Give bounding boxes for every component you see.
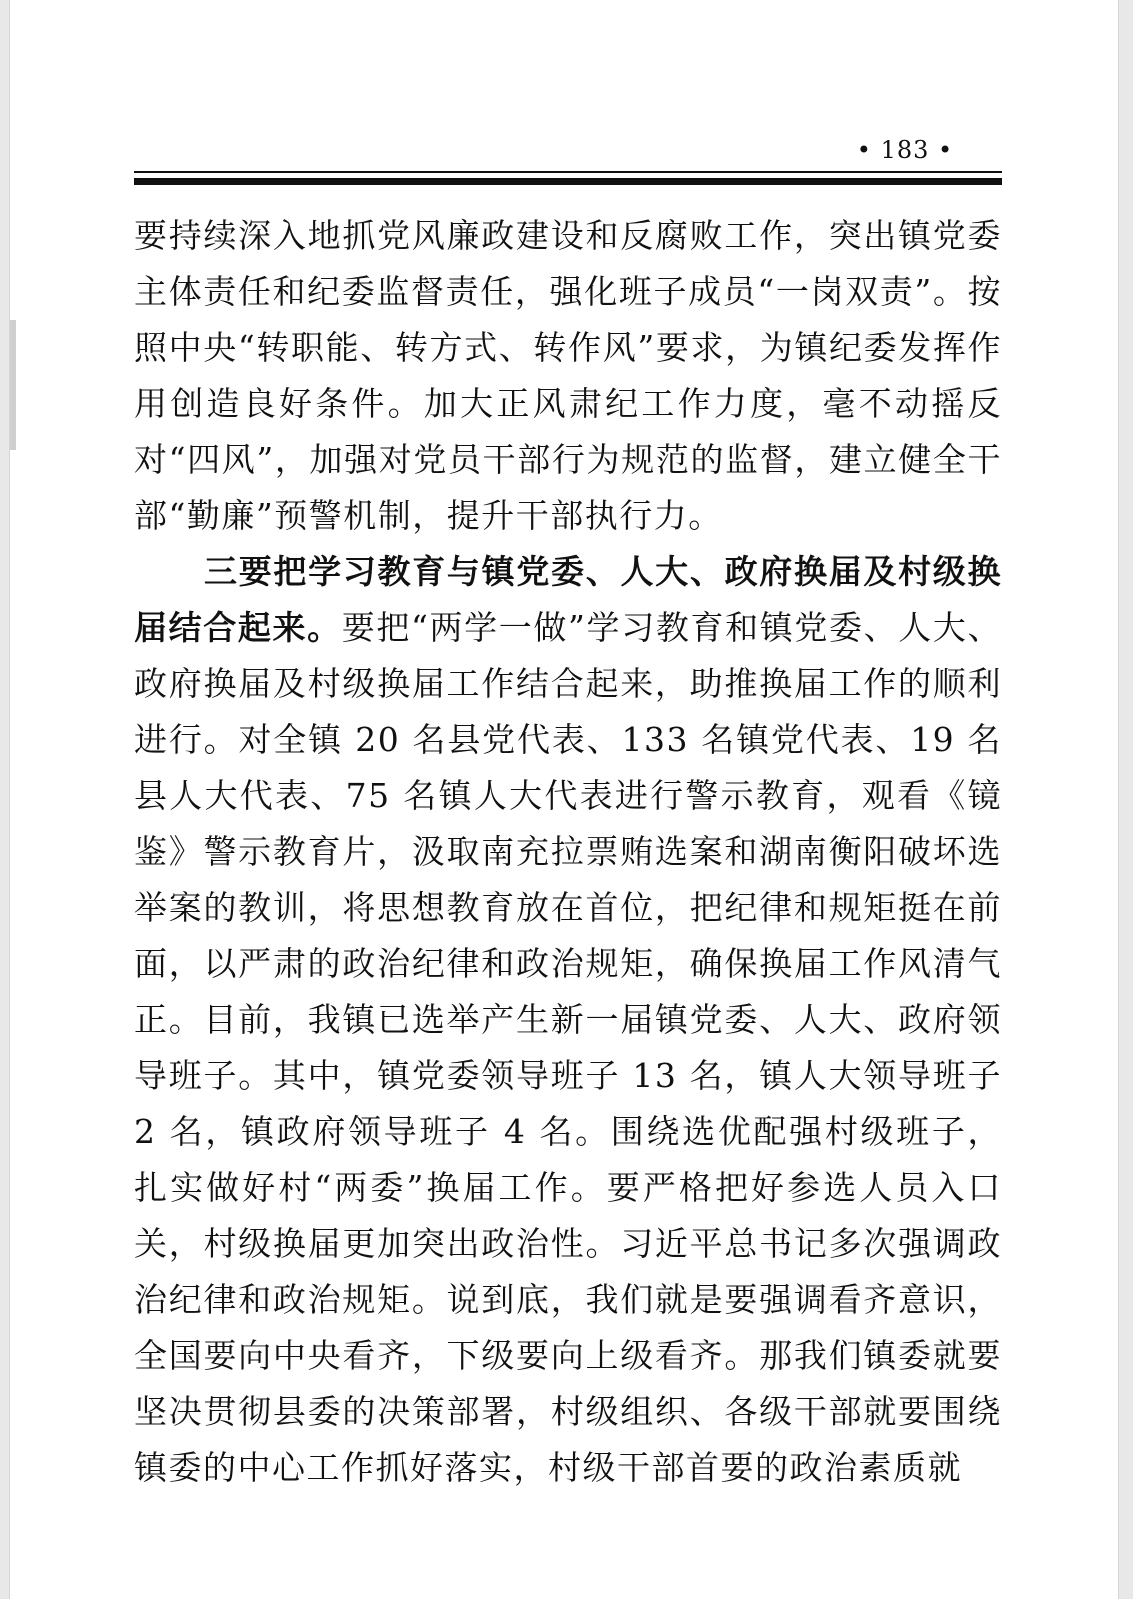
page-edge-shadow <box>10 320 16 450</box>
body-text <box>134 208 1002 1496</box>
page-number: • 183 • <box>856 136 954 164</box>
header-rule-thin <box>134 171 1002 173</box>
paragraph-2-text: 要把“两学一做”学习教育和镇党委、人大、政府换届及村级换届工作结合起来，助推换届工作的顺利进行。对全镇 20 名县党代表、133 名镇党代表、19 名县人大代表、75 名镇人大代表进行警示教育，观看《镜鉴》警示教育片，汲取南充拉票贿选案和湖南衡阳破坏选举案的教训，将思想教育放在首位，把纪律和规矩挺在前面，以严肃的政治纪律和政治规矩，确保换届工作风清气正。目前，我镇已选举产生新一届镇党委、人大、政府领导班子。其中，镇党委领导班子 13 名，镇人大领导班子 2 名，镇政府领导班子 4 名。围绕选优配强村级班子，扎实做好村“两委”换届工作。要严格把好参选人员入口关，村级换届更加突出政治性。习近平总书记多次强调政治纪律和政治规矩。说到底，我们就是要强调看齐意识，全国要向中央看齐，下级要向上级看齐。那我们镇委就要坚决贯彻县委的决策部署，村级组织、各级干部就要围绕镇委的中心工作抓好落实，村级干部首要的政治素质就 <box>134 608 1002 1487</box>
book-page <box>10 0 1118 1599</box>
paragraph-1: 要持续深入地抓党风廉政建设和反腐败工作，突出镇党委主体责任和纪委监督责任，强化班子成员“一岗双责”。按照中央“转职能、转方式、转作风”要求，为镇纪委发挥作用创造良好条件。加大正风肃纪工作力度，毫不动摇反对“四风”，加强对党员干部行为规范的监督，建立健全干部“勤廉”预警机制，提升干部执行力。 <box>134 216 1002 535</box>
paragraph-2 <box>134 544 1002 1496</box>
paragraph-heading: 三要把学习教育与镇党委、人大、政府换届及村级换届结合起来。 <box>134 552 1002 647</box>
header-rule-thick <box>134 178 1002 185</box>
